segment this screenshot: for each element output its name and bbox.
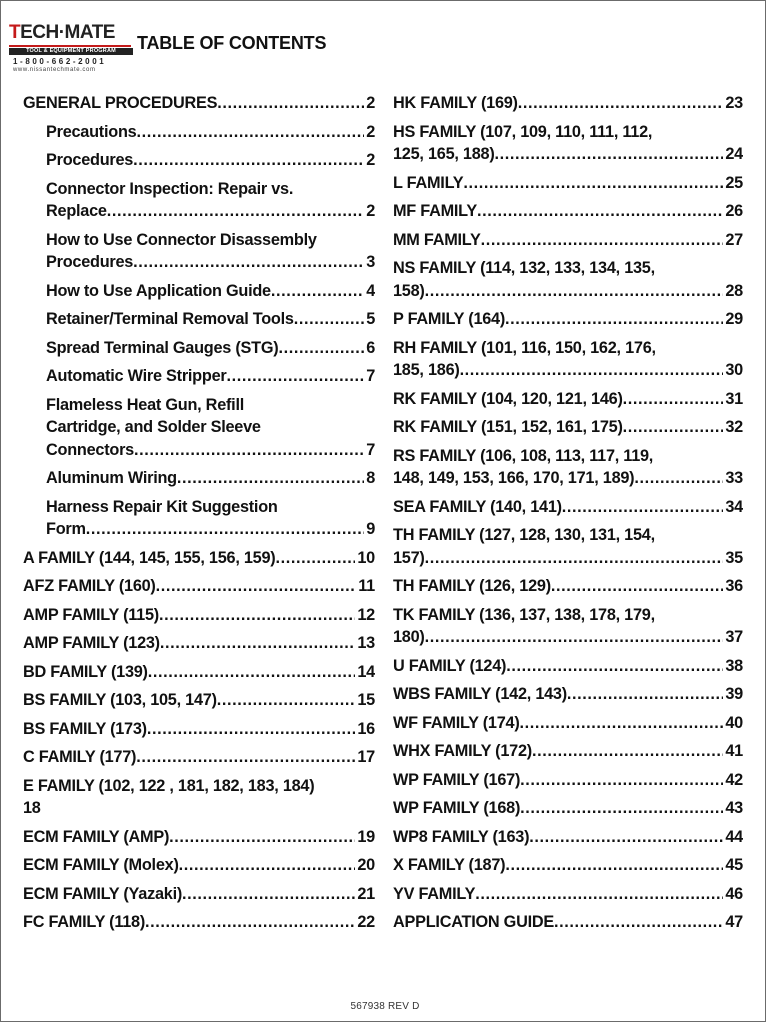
toc-entry-text: E FAMILY (102, 122 , 181, 182, 183, 184) [23, 776, 315, 795]
toc-entry [393, 442, 743, 493]
toc-page-number: 30 [725, 361, 743, 379]
toc-entry-line [393, 416, 743, 439]
toc-entry-line [23, 604, 375, 627]
toc-entry-text: BD FAMILY (139) [23, 662, 148, 681]
toc-entry-text: AFZ FAMILY (160) [23, 577, 156, 595]
toc-entry [393, 794, 743, 823]
dot-leader [182, 883, 355, 906]
dot-leader [107, 200, 364, 223]
toc-page-number: 43 [725, 799, 743, 817]
toc-page-number: 34 [725, 497, 743, 516]
toc-page-number: 39 [725, 685, 743, 703]
dot-leader [460, 359, 724, 382]
toc-entry-text: BS FAMILY (173) [23, 719, 147, 738]
toc-entry-text: GENERAL PROCEDURES [23, 94, 218, 112]
toc-entry-line [393, 911, 743, 934]
toc-entry [393, 601, 743, 652]
toc-page-number: 45 [725, 856, 743, 874]
toc-entry-text: SEA FAMILY (140, 141) [393, 497, 562, 516]
toc-entry-line [46, 308, 375, 331]
toc-page-number: 36 [725, 577, 743, 595]
toc-entry-text: Procedures [46, 151, 134, 169]
toc-page-number: 6 [366, 338, 375, 357]
toc-page-number: 10 [357, 548, 375, 567]
toc-page-number: 40 [725, 713, 743, 732]
toc-page-number: 38 [725, 656, 743, 675]
toc-entry-line [393, 740, 743, 763]
dot-leader [271, 280, 364, 303]
toc-entry-text: 180) [393, 628, 425, 646]
dot-leader [623, 388, 724, 411]
toc-entry-line [393, 200, 743, 223]
toc-entry-text: Spread Terminal Gauges (STG) [46, 338, 279, 357]
toc-entry [23, 908, 375, 937]
toc-entry [393, 880, 743, 909]
dot-leader [634, 467, 723, 490]
toc-page-number: 3 [366, 253, 375, 271]
toc-entry-text: 125, 165, 188) [393, 145, 495, 163]
toc-page-number: 35 [725, 548, 743, 567]
toc-entry-line [393, 359, 743, 382]
toc-entry-text: Retainer/Terminal Removal Tools [46, 310, 294, 328]
toc-entry [393, 226, 743, 255]
toc-entry-text: AMP FAMILY (115) [23, 605, 159, 624]
toc-entry [393, 118, 743, 169]
toc-entry-line [23, 797, 375, 820]
toc-entry-line [23, 689, 375, 712]
toc-entry-line [23, 911, 375, 934]
toc-entry [23, 544, 375, 573]
toc-entry-text: Flameless Heat Gun, Refill [46, 395, 244, 414]
toc-entry-text: MF FAMILY [393, 202, 477, 220]
toc-entry [393, 197, 743, 226]
toc-entry [23, 305, 375, 334]
toc-entry-text: U FAMILY (124) [393, 656, 507, 675]
toc-entry-text: Precautions [46, 122, 137, 141]
dot-leader [425, 626, 724, 649]
toc-entry-text: HK FAMILY (169) [393, 94, 518, 112]
dot-leader [145, 911, 355, 934]
toc-entry-text: RK FAMILY (151, 152, 161, 175) [393, 418, 623, 436]
toc-entry-text: Replace [46, 202, 107, 220]
toc-entry-text: 157) [393, 548, 425, 567]
toc-entry [23, 493, 375, 544]
toc-entry [23, 851, 375, 880]
toc-page-number: 14 [357, 662, 375, 681]
toc-entry-line [46, 394, 375, 417]
toc-page-number: 24 [725, 145, 743, 163]
toc-entry [393, 908, 743, 937]
toc-entry-line [393, 229, 743, 252]
dot-leader [481, 229, 724, 252]
toc-entry-line [393, 467, 743, 490]
toc-entry-line [393, 445, 743, 468]
toc-entry-line [393, 308, 743, 331]
logo-underline [9, 45, 131, 47]
toc-entry-text: APPLICATION GUIDE [393, 913, 554, 931]
toc-entry-line [46, 251, 375, 274]
toc-right-column [393, 89, 743, 937]
toc-page-number: 11 [358, 577, 375, 595]
toc-entry [23, 601, 375, 630]
dot-leader [159, 604, 355, 627]
toc-entry [23, 334, 375, 363]
toc-entry [393, 709, 743, 738]
logo-website: www.nissantechmate.com [13, 67, 96, 73]
toc-entry-line [393, 92, 743, 115]
dot-leader [520, 797, 723, 820]
toc-entry-line [23, 775, 375, 798]
dot-leader [529, 826, 723, 849]
toc-entry-line [23, 547, 375, 570]
dot-leader [134, 439, 364, 462]
toc-entry [23, 362, 375, 391]
toc-entry [393, 169, 743, 198]
dot-leader [294, 308, 364, 331]
toc-entry [393, 823, 743, 852]
toc-entry-text: TH FAMILY (127, 128, 130, 131, 154, [393, 526, 655, 544]
toc-entry-text: Cartridge, and Solder Sleeve [46, 418, 261, 436]
dot-leader [217, 92, 364, 115]
toc-entry-text: WF FAMILY (174) [393, 713, 520, 732]
toc-entry [393, 413, 743, 442]
dot-leader [505, 854, 723, 877]
dot-leader [217, 689, 356, 712]
logo-phone: 1-800-662-2001 [13, 57, 107, 66]
toc-entry-text: MM FAMILY [393, 230, 481, 249]
toc-page-number: 25 [725, 173, 743, 192]
toc-entry-text: C FAMILY (177) [23, 748, 137, 766]
dot-leader [505, 308, 723, 331]
toc-entry [23, 391, 375, 465]
toc-entry-text: Harness Repair Kit Suggestion [46, 497, 278, 516]
dot-leader [425, 547, 724, 570]
dot-leader [133, 149, 364, 172]
toc-entry [393, 493, 743, 522]
toc-page-number: 47 [725, 913, 743, 931]
dot-leader [495, 143, 724, 166]
toc-entry [23, 743, 375, 772]
toc-entry-text: TK FAMILY (136, 137, 138, 178, 179, [393, 605, 655, 624]
toc-entry-line [393, 257, 743, 280]
toc-page-number: 46 [725, 884, 743, 903]
dot-leader [226, 365, 364, 388]
logo-program-bar: TOOL & EQUIPMENT PROGRAM [9, 48, 133, 55]
toc-page-number: 9 [366, 520, 375, 538]
toc-entry-line [393, 337, 743, 360]
dot-leader [463, 172, 723, 195]
dot-leader [160, 632, 356, 655]
toc-entry-text: How to Use Connector Disassembly [46, 230, 317, 249]
toc-page-number: 31 [725, 389, 743, 408]
toc-page-number: 27 [725, 230, 743, 249]
toc-page-number: 42 [725, 770, 743, 789]
toc-entry-line [23, 632, 375, 655]
toc-entry-text: RS FAMILY (106, 108, 113, 117, 119, [393, 446, 654, 465]
toc-page-number: 23 [725, 94, 743, 112]
toc-entry-line [46, 496, 375, 519]
toc-page-number: 28 [725, 281, 743, 300]
dot-leader [475, 883, 723, 906]
toc-entry-line [23, 92, 375, 115]
toc-page-number: 44 [725, 827, 743, 846]
toc-entry-line [46, 200, 375, 223]
toc-entry [393, 254, 743, 305]
toc-entry-text: HS FAMILY (107, 109, 110, 111, 112, [393, 122, 653, 141]
toc-entry-line [23, 746, 375, 769]
techmate-logo [9, 23, 133, 75]
toc-page-number: 13 [357, 634, 375, 652]
toc-entry-line [393, 769, 743, 792]
toc-entry-line [393, 143, 743, 166]
toc-entry-text: How to Use Application Guide [46, 281, 271, 300]
toc-entry-line [23, 661, 375, 684]
toc-entry [393, 334, 743, 385]
toc-page-number: 15 [357, 691, 375, 709]
toc-entry-line [393, 388, 743, 411]
toc-entry [23, 146, 375, 175]
dot-leader [623, 416, 724, 439]
dot-leader [177, 467, 364, 490]
toc-page-number: 19 [357, 827, 375, 846]
toc-entry [23, 118, 375, 147]
dot-leader [147, 718, 356, 741]
toc-entry-line [393, 655, 743, 678]
toc-entry-text: P FAMILY (164) [393, 310, 506, 328]
toc-page-number: 7 [366, 367, 375, 385]
toc-entry-text: TH FAMILY (126, 129) [393, 577, 551, 595]
toc-entry [23, 629, 375, 658]
dot-leader [169, 826, 355, 849]
dot-leader [179, 854, 356, 877]
toc-page-number: 2 [366, 122, 375, 141]
toc-entry-line [393, 826, 743, 849]
toc-entry-text: 158) [393, 281, 425, 300]
toc-entry-text: ECM FAMILY (AMP) [23, 827, 170, 846]
toc-entry-line [393, 496, 743, 519]
toc-entry-text: 185, 186) [393, 361, 460, 379]
dot-leader [156, 575, 357, 598]
toc-entry [23, 715, 375, 744]
toc-entry-line [46, 439, 375, 462]
toc-page-number: 29 [725, 310, 743, 328]
toc-entry [23, 277, 375, 306]
dot-leader [86, 518, 364, 541]
dot-leader [567, 683, 723, 706]
toc-entry-text: WP FAMILY (167) [393, 770, 521, 789]
document-revision: 567938 REV D [350, 1001, 420, 1012]
toc-page-number: 8 [366, 469, 375, 487]
toc-page-number: 12 [357, 605, 375, 624]
toc-entry-line [46, 178, 375, 201]
dot-leader [532, 740, 723, 763]
toc-entry [23, 226, 375, 277]
toc-entry-text: NS FAMILY (114, 132, 133, 134, 135, [393, 259, 655, 277]
toc-entry-text: Connectors [46, 440, 134, 459]
toc-page-number: 16 [357, 719, 375, 738]
dot-leader [425, 280, 724, 303]
toc-entry-text: WP8 FAMILY (163) [393, 827, 530, 846]
toc-entry-line [23, 883, 375, 906]
toc-page-number: 21 [357, 884, 375, 903]
toc-entry [393, 737, 743, 766]
toc-entry-text: 18 [23, 799, 41, 817]
toc-entry-line [46, 467, 375, 490]
toc-entry-line [393, 883, 743, 906]
toc-entry [393, 680, 743, 709]
toc-entry-text: 148, 149, 153, 166, 170, 171, 189) [393, 469, 635, 487]
toc-entry-line [46, 518, 375, 541]
toc-page-number: 37 [725, 628, 743, 646]
toc-entry-line [46, 149, 375, 172]
toc-page-number: 33 [725, 469, 743, 487]
toc-entry-line [46, 280, 375, 303]
toc-entry-line [393, 797, 743, 820]
toc-entry [393, 652, 743, 681]
toc-entry-line [393, 121, 743, 144]
toc-page-number: 22 [357, 913, 375, 931]
toc-entry-line [393, 604, 743, 627]
toc-entry-text: WP FAMILY (168) [393, 799, 521, 817]
dot-leader [477, 200, 723, 223]
toc-entry-line [46, 337, 375, 360]
toc-entry [393, 305, 743, 334]
toc-entry [23, 772, 375, 823]
toc-entry [23, 686, 375, 715]
dot-leader [136, 746, 355, 769]
toc-page-number: 2 [366, 202, 375, 220]
toc-entry-line [46, 365, 375, 388]
toc-entry-text: X FAMILY (187) [393, 856, 506, 874]
toc-left-column [23, 89, 375, 937]
toc-entry-line [23, 826, 375, 849]
toc-page-number: 20 [357, 856, 375, 874]
toc-page-number: 32 [725, 418, 743, 436]
toc-page-number: 4 [366, 281, 375, 300]
logo-wordmark: TECH·MATE [9, 22, 115, 43]
toc-entry-text: ECM FAMILY (Yazaki) [23, 884, 183, 903]
page-title: TABLE OF CONTENTS [137, 33, 327, 53]
toc-entry-line [393, 280, 743, 303]
toc-entry-line [46, 229, 375, 252]
toc-entry-text: WBS FAMILY (142, 143) [393, 685, 567, 703]
toc-entry-line [23, 718, 375, 741]
toc-entry-text: Connector Inspection: Repair vs. [46, 179, 294, 198]
toc-entry-line [393, 854, 743, 877]
toc-entry [23, 464, 375, 493]
toc-entry-line [393, 712, 743, 735]
dot-leader [554, 911, 723, 934]
toc-entry-text: L FAMILY [393, 173, 464, 192]
toc-entry-text: RK FAMILY (104, 120, 121, 146) [393, 389, 623, 408]
toc-entry-line [393, 575, 743, 598]
toc-entry-text: RH FAMILY (101, 116, 150, 162, 176, [393, 338, 656, 357]
dot-leader [520, 769, 723, 792]
toc-entry-text: A FAMILY (144, 145, 155, 156, 159) [23, 548, 276, 567]
toc-entry-text: YV FAMILY [393, 884, 476, 903]
toc-entry-text: Aluminum Wiring [46, 469, 177, 487]
dot-leader [148, 661, 356, 684]
toc-entry-line [393, 547, 743, 570]
toc-entry-text: Form [46, 520, 86, 538]
toc-entry [23, 89, 375, 118]
toc-entry [23, 572, 375, 601]
toc-entry-text: ECM FAMILY (Molex) [23, 856, 179, 874]
toc-entry-line [393, 524, 743, 547]
toc-page-number: 2 [366, 94, 375, 112]
toc-entry [23, 658, 375, 687]
dot-leader [136, 121, 364, 144]
dot-leader [506, 655, 723, 678]
toc-entry-line [46, 121, 375, 144]
toc-entry-line [393, 683, 743, 706]
dot-leader [551, 575, 724, 598]
toc-entry-line [23, 575, 375, 598]
toc-entry-line [46, 416, 375, 439]
toc-entry [393, 766, 743, 795]
toc-entry-text: FC FAMILY (118) [23, 913, 146, 931]
dot-leader [275, 547, 355, 570]
toc-page-number: 5 [366, 310, 375, 328]
toc-page-number: 26 [725, 202, 743, 220]
toc-entry [393, 89, 743, 118]
toc-entry [393, 385, 743, 414]
toc-entry-line [23, 854, 375, 877]
toc-page-number: 2 [366, 151, 375, 169]
toc-entry-text: AMP FAMILY (123) [23, 634, 160, 652]
dot-leader [518, 92, 724, 115]
dot-leader [278, 337, 364, 360]
toc-entry [393, 572, 743, 601]
toc-entry-text: WHX FAMILY (172) [393, 742, 532, 760]
toc-entry [393, 851, 743, 880]
toc-entry-text: BS FAMILY (103, 105, 147) [23, 691, 217, 709]
toc-page-number: 7 [366, 440, 375, 459]
dot-leader [133, 251, 364, 274]
toc-entry-line [393, 172, 743, 195]
toc-entry [23, 175, 375, 226]
toc-entry-text: Automatic Wire Stripper [46, 367, 227, 385]
toc-page-number: 41 [725, 742, 743, 760]
toc-entry [393, 521, 743, 572]
toc-page-number: 17 [357, 748, 375, 766]
toc-entry [23, 880, 375, 909]
dot-leader [562, 496, 724, 519]
toc-entry-line [393, 626, 743, 649]
toc-entry-text: Procedures [46, 253, 134, 271]
dot-leader [520, 712, 724, 735]
toc-entry [23, 823, 375, 852]
